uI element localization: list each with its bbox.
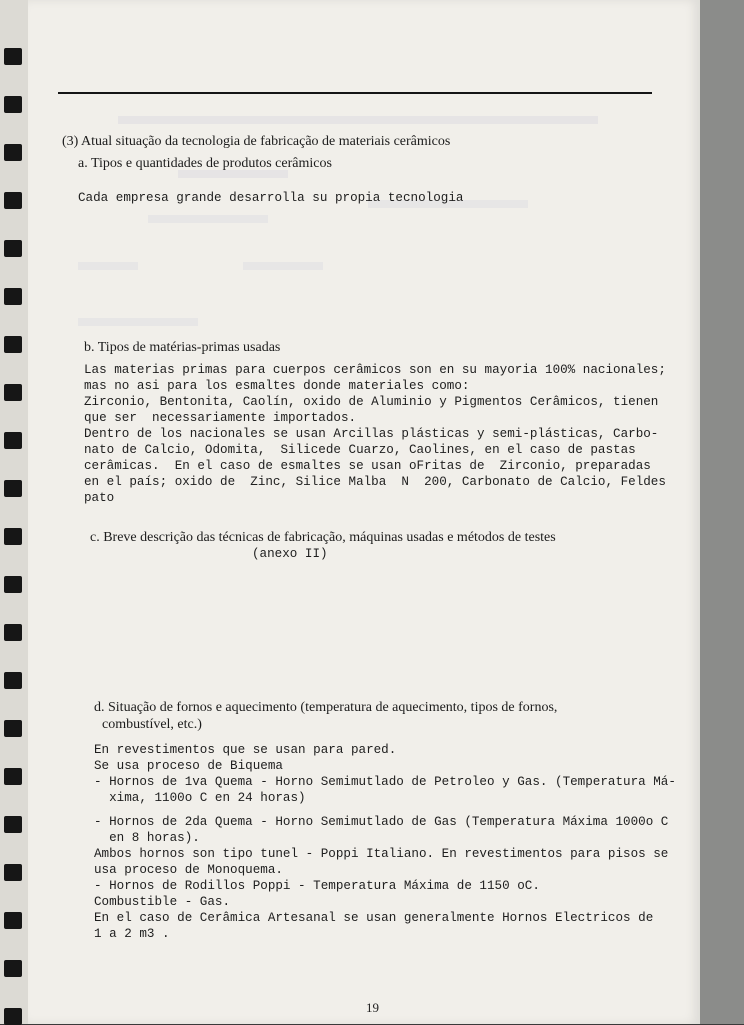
item-b-line: mas no asi para los esmaltes donde materiales como: bbox=[84, 379, 470, 393]
item-d-line: En el caso de Cerâmica Artesanal se usan generalmente Hornos Electricos de bbox=[94, 911, 654, 925]
binding-ring bbox=[4, 240, 22, 257]
binding-ring bbox=[4, 48, 22, 65]
bleed-through-mark bbox=[118, 116, 598, 124]
binding-ring bbox=[4, 624, 22, 641]
binding-ring bbox=[4, 864, 22, 881]
section-title: (3) Atual situação da tecnologia de fabricação de materiais cerâmicos bbox=[62, 134, 451, 149]
item-a-title: a. Tipos e quantidades de produtos cerâmicos bbox=[78, 156, 332, 171]
item-d-line: En revestimentos que se usan para pared. bbox=[94, 743, 397, 757]
item-b-line: Zirconio, Bentonita, Caolín, oxido de Aluminio y Pigmentos Cerâmicos, tienen bbox=[84, 395, 659, 409]
binding-ring bbox=[4, 192, 22, 209]
page-edge-shadow bbox=[700, 0, 744, 1024]
binding-ring bbox=[4, 144, 22, 161]
binding-ring bbox=[4, 384, 22, 401]
item-d-line: usa proceso de Monoquema. bbox=[94, 863, 283, 877]
item-b-line: pato bbox=[84, 491, 115, 505]
item-d-line: en 8 horas). bbox=[94, 831, 200, 845]
item-d-line: - Hornos de 1va Quema - Horno Semimutlado de Petroleo y Gas. (Temperatura Má- bbox=[94, 775, 676, 789]
item-b-line: nato de Calcio, Odomita, Silicede Cuarzo, Caolines, en el caso de pastas bbox=[84, 443, 636, 457]
binding-ring bbox=[4, 1008, 22, 1025]
binding-ring bbox=[4, 576, 22, 593]
binding-ring bbox=[4, 480, 22, 497]
item-c-title: c. Breve descrição das técnicas de fabricação, máquinas usadas e métodos de testes bbox=[90, 530, 556, 545]
binding-ring bbox=[4, 672, 22, 689]
binding-ring bbox=[4, 912, 22, 929]
bleed-through-mark bbox=[148, 215, 268, 223]
page-number: 19 bbox=[366, 1000, 379, 1015]
binding-ring bbox=[4, 720, 22, 737]
item-b-line: que ser necessariamente importados. bbox=[84, 411, 357, 425]
bleed-through-mark bbox=[78, 262, 138, 270]
item-d-line: - Hornos de 2da Quema - Horno Semimutlado de Gas (Temperatura Máxima 1000o C bbox=[94, 815, 669, 829]
item-d-title: d. Situação de fornos e aquecimento (temperatura de aquecimento, tipos de fornos, bbox=[94, 700, 558, 715]
item-b-line: cerâmicas. En el caso de esmaltes se usan oFritas de Zirconio, preparadas bbox=[84, 459, 651, 473]
item-c-annex: (anexo II) bbox=[252, 547, 328, 561]
document-page bbox=[28, 0, 700, 1024]
item-d-line: - Hornos de Rodillos Poppi - Temperatura Máxima de 1150 oC. bbox=[94, 879, 540, 893]
item-d-title-cont: combustível, etc.) bbox=[102, 717, 202, 732]
item-d-line: Combustible - Gas. bbox=[94, 895, 231, 909]
binding-ring bbox=[4, 528, 22, 545]
item-d-line: Ambos hornos son tipo tunel - Poppi Italiano. En revestimentos para pisos se bbox=[94, 847, 669, 861]
binding-ring bbox=[4, 816, 22, 833]
item-d-line: xima, 1100o C en 24 horas) bbox=[94, 791, 306, 805]
item-b-line: Las materias primas para cuerpos cerâmicos son en su mayoria 100% nacionales; bbox=[84, 363, 666, 377]
item-a-text: Cada empresa grande desarrolla su propia tecnologia bbox=[78, 191, 464, 205]
binding-ring bbox=[4, 336, 22, 353]
header-rule bbox=[58, 92, 652, 94]
bleed-through-mark bbox=[78, 318, 198, 326]
item-b-line: Dentro de los nacionales se usan Arcillas plásticas y semi-plásticas, Carbo- bbox=[84, 427, 659, 441]
spiral-binding bbox=[0, 0, 28, 1024]
binding-ring bbox=[4, 768, 22, 785]
item-b-line: en el país; oxido de Zinc, Silice Malba N 200, Carbonato de Calcio, Feldes bbox=[84, 475, 666, 489]
binding-ring bbox=[4, 96, 22, 113]
item-b-title: b. Tipos de matérias-primas usadas bbox=[84, 340, 281, 355]
binding-ring bbox=[4, 960, 22, 977]
binding-ring bbox=[4, 288, 22, 305]
item-d-line: Se usa proceso de Biquema bbox=[94, 759, 283, 773]
binding-ring bbox=[4, 432, 22, 449]
bleed-through-mark bbox=[243, 262, 323, 270]
item-d-line: 1 a 2 m3 . bbox=[94, 927, 170, 941]
